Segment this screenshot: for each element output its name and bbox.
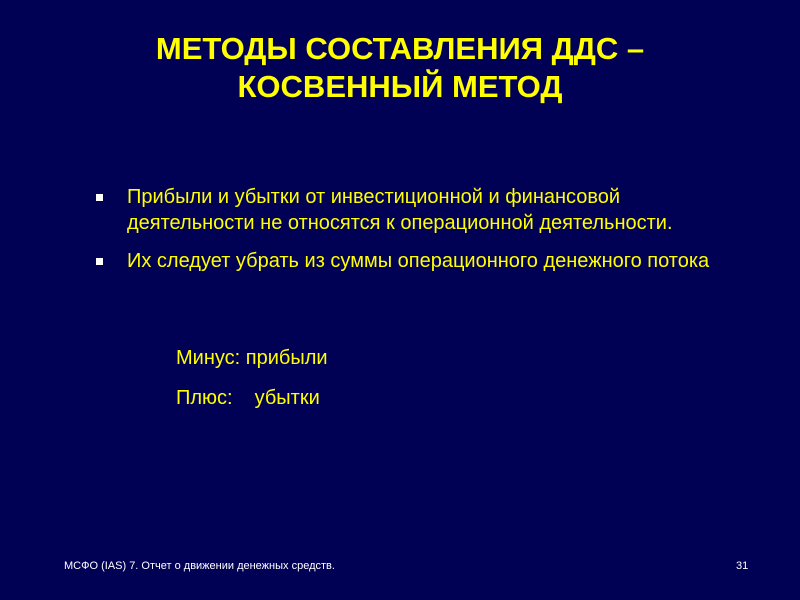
bullet-text: Прибыли и убытки от инвестиционной и финансовой деятельности не относятся к операционной деятельности. bbox=[127, 186, 673, 234]
bullet-item bbox=[94, 248, 734, 274]
slide-title-line-1: МЕТОДЫ СОСТАВЛЕНИЯ ДДС – bbox=[155, 31, 645, 66]
square-bullet-icon bbox=[96, 258, 103, 265]
slide-footer: МСФО (IAS) 7. Отчет о движении денежных средств. bbox=[64, 560, 335, 572]
page-number: 31 bbox=[736, 560, 749, 572]
plus-line bbox=[176, 385, 320, 411]
plus-label: Плюс: bbox=[176, 387, 233, 409]
bullet-text: Их следует убрать из суммы операционного денежного потока bbox=[127, 250, 710, 272]
plus-value: убытки bbox=[254, 387, 320, 409]
slide-title bbox=[0, 30, 800, 106]
bullet-list bbox=[94, 184, 734, 274]
slide-title-line-2: КОСВЕННЫЙ МЕТОД bbox=[237, 69, 563, 104]
square-bullet-icon bbox=[96, 194, 103, 201]
minus-label: Минус: bbox=[176, 347, 241, 369]
minus-value: прибыли bbox=[245, 347, 328, 369]
bullet-item bbox=[94, 184, 734, 236]
minus-line bbox=[176, 345, 328, 371]
